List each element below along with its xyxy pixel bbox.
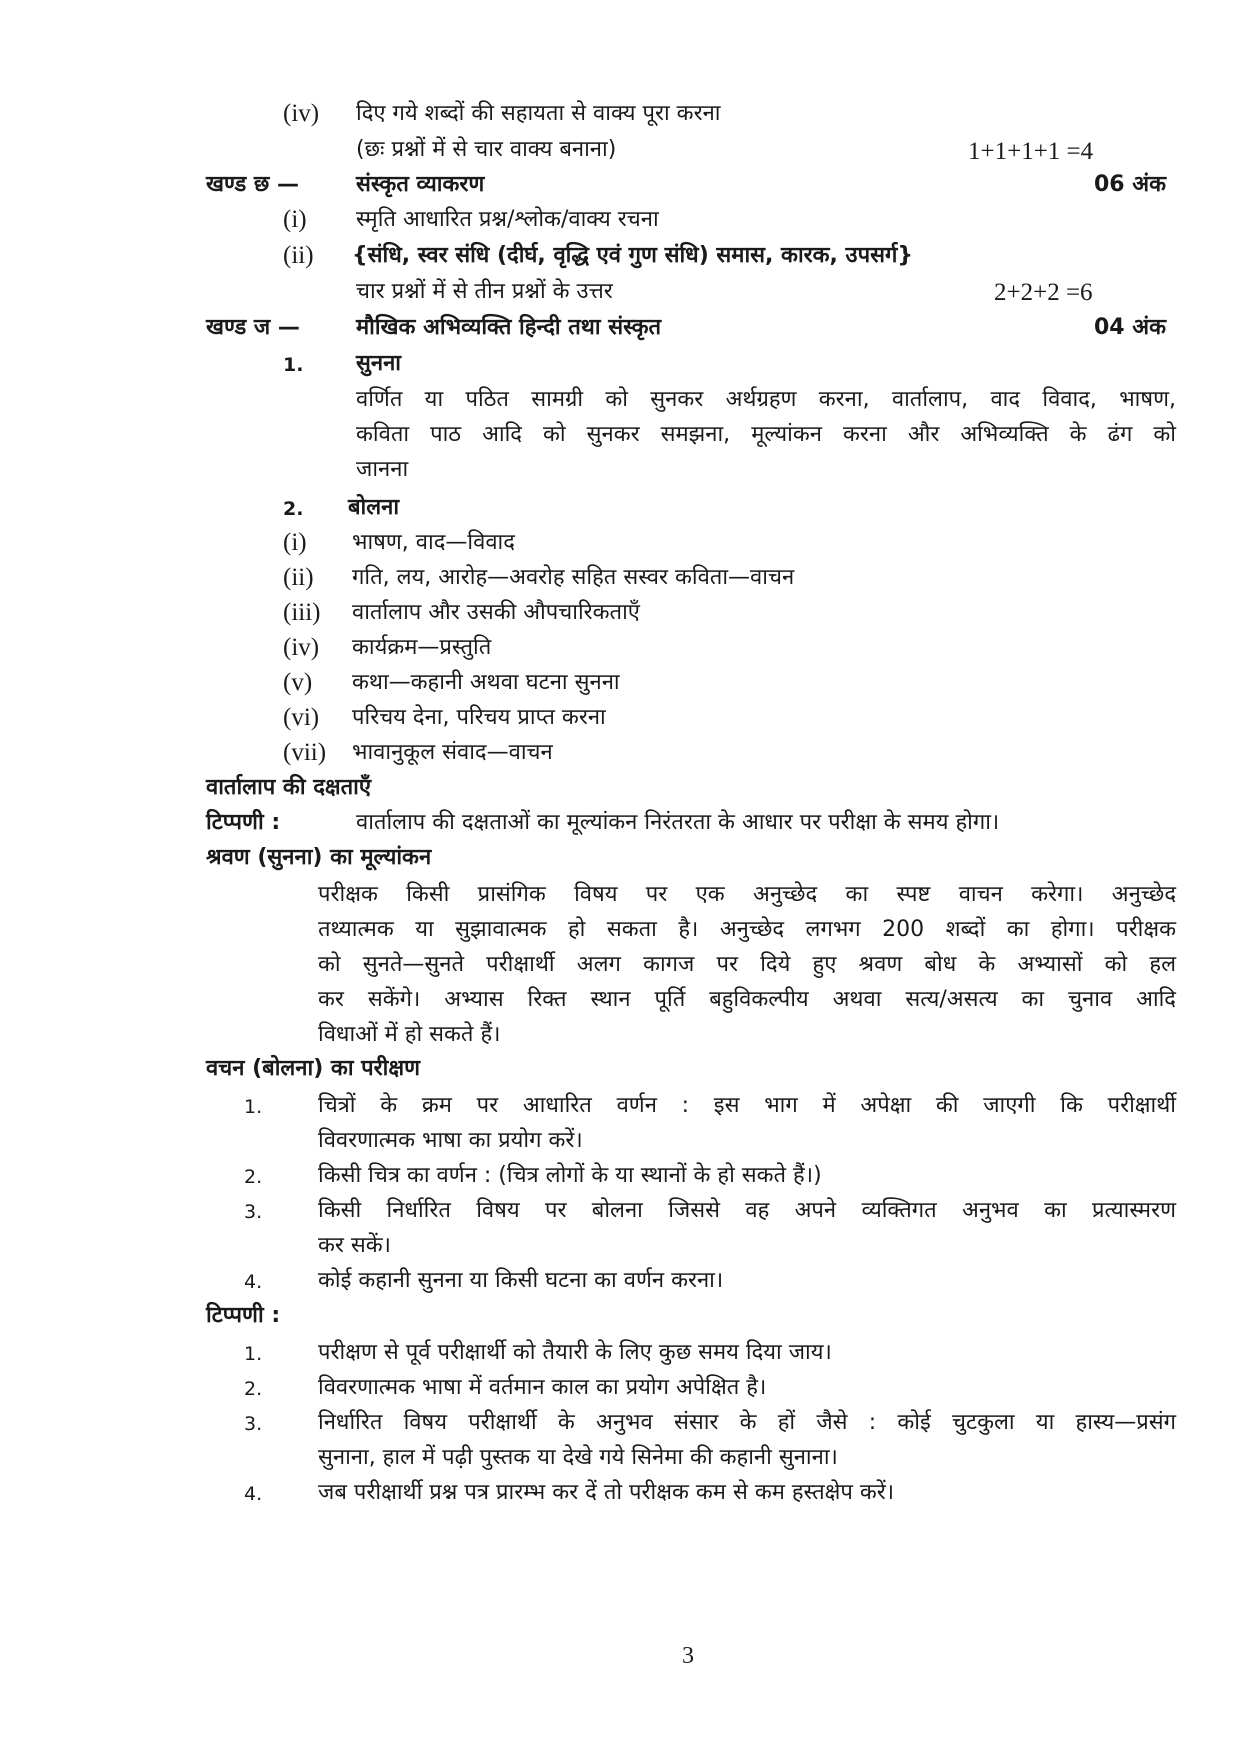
listening-eval-line-3: को सुनते—सुनते परीक्षार्थी अलग कागज पर दिये हुए श्रवण बोध के अभ्यासों को हल [318,952,1176,977]
speaking-test-heading: वचन (बोलना) का परीक्षण [206,1056,421,1081]
skills-note-text: वार्तालाप की दक्षताओं का मूल्यांकन निरंतरता के आधार पर परीक्षा के समय होगा। [356,810,1000,835]
listening-eval-line-1: परीक्षक किसी प्रासंगिक विषय पर एक अनुच्छेद का स्पष्ट वाचन करेगा। अनुच्छेद [318,882,1176,907]
note-item-line: विवरणात्मक भाषा में वर्तमान काल का प्रयोग अपेक्षित है। [318,1375,767,1400]
note-item-line: जब परीक्षार्थी प्रश्न पत्र प्रारम्भ कर दें तो परीक्षक कम से कम हस्तक्षेप करें। [318,1480,895,1505]
item-iv-number: (iv) [283,100,320,127]
speaking-test-item-line: विवरणात्मक भाषा का प्रयोग करें। [318,1128,583,1153]
speaking-item-number: (vii) [283,739,327,766]
speaking-number: 2. [283,498,304,520]
speaking-test-item-line: कोई कहानी सुनना या किसी घटना का वर्णन करना। [318,1268,724,1293]
section-chh-item-ii-text: {संधि, स्वर संधि (दीर्घ, वृद्धि एवं गुण संधि) समास, कारक, उपसर्ग} [352,243,914,268]
speaking-test-item-line: चित्रों के क्रम पर आधारित वर्णन : इस भाग में अपेक्षा की जाएगी कि परीक्षार्थी [318,1093,1176,1118]
section-chh-subtext: चार प्रश्नों में से तीन प्रश्नों के उत्तर [356,279,613,304]
listening-number: 1. [283,354,304,376]
speaking-item-text: कथा—कहानी अथवा घटना सुनना [352,670,620,695]
skills-note-label: टिप्पणी : [206,810,281,835]
section-chh-title: संस्कृत व्याकरण [356,172,485,197]
speaking-item-text: परिचय देना, परिचय प्राप्त करना [352,705,606,730]
speaking-item-number: (iv) [283,634,320,661]
note-item-line: निर्धारित विषय परीक्षार्थी के अनुभव संसार के हों जैसे : कोई चुटकुला या हास्य—प्रसंग [318,1410,1176,1435]
note-item-number: 3. [244,1413,263,1435]
section-chh-label: खण्ड छ — [206,172,299,197]
speaking-test-item-number: 4. [244,1271,263,1293]
speaking-item-text: वार्तालाप और उसकी औपचारिकताएँ [352,600,640,625]
speaking-test-item-line: किसी चित्र का वर्णन : (चित्र लोगों के या स्थानों के हो सकते हैं।) [318,1163,822,1188]
note-item-number: 1. [244,1343,263,1365]
speaking-item-number: (ii) [283,564,314,591]
listening-line-3: जानना [356,457,409,482]
speaking-item-number: (iii) [283,599,321,626]
speaking-test-item-number: 1. [244,1096,263,1118]
note-item-number: 2. [244,1378,263,1400]
section-chh-submarks: 2+2+2 =6 [994,279,1093,306]
skills-heading: वार्तालाप की दक्षताएँ [206,775,372,800]
speaking-item-number: (i) [283,529,307,556]
item-iv-marks: 1+1+1+1 =4 [968,138,1094,165]
listening-eval-heading: श्रवण (सुनना) का मूल्यांकन [206,845,432,870]
speaking-item-number: (v) [283,669,313,696]
speaking-test-item-number: 2. [244,1166,263,1188]
listening-line-2: कविता पाठ आदि को सुनकर समझना, मूल्यांकन करना और अभिव्यक्ति के ढंग को [356,422,1176,447]
item-iv-text: दिए गये शब्दों की सहायता से वाक्य पूरा करना [356,101,721,126]
speaking-item-text: भाषण, वाद—विवाद [352,530,515,555]
page-number: 3 [682,1643,694,1669]
listening-line-1: वर्णित या पठित सामग्री को सुनकर अर्थग्रहण करना, वार्तालाप, वाद विवाद, भाषण, [356,387,1176,412]
note-item-line: परीक्षण से पूर्व परीक्षार्थी को तैयारी के लिए कुछ समय दिया जाय। [318,1340,832,1365]
note-item-line: सुनाना, हाल में पढ़ी पुस्तक या देखे गये सिनेमा की कहानी सुनाना। [318,1445,838,1470]
listening-eval-line-2: तथ्यात्मक या सुझावात्मक हो सकता है। अनुच्छेद लगभग 200 शब्दों का होगा। परीक्षक [318,917,1176,942]
speaking-item-text: भावानुकूल संवाद—वाचन [352,740,553,765]
speaking-title: बोलना [348,495,400,520]
section-chh-marks: 06 अंक [1094,172,1166,197]
section-chh-item-ii-number: (ii) [283,242,314,269]
speaking-item-number: (vi) [283,704,320,731]
listening-title: सुनना [356,351,401,376]
speaking-test-item-line: कर सकें। [318,1233,391,1258]
section-chh-item-i-text: स्मृति आधारित प्रश्न/श्लोक/वाक्य रचना [356,207,659,232]
section-chh-item-i-number: (i) [283,206,307,233]
notes-heading: टिप्पणी : [206,1303,281,1328]
section-j-title: मौखिक अभिव्यक्ति हिन्दी तथा संस्कृत [356,315,662,340]
speaking-test-item-number: 3. [244,1201,263,1223]
speaking-item-text: कार्यक्रम—प्रस्तुति [352,635,492,660]
section-j-marks: 04 अंक [1094,315,1166,340]
item-iv-subtext: (छः प्रश्नों में से चार वाक्य बनाना) [356,137,617,162]
speaking-item-text: गति, लय, आरोह—अवरोह सहित सस्वर कविता—वाचन [352,565,795,590]
speaking-test-item-line: किसी निर्धारित विषय पर बोलना जिससे वह अपने व्यक्तिगत अनुभव का प्रत्यास्मरण [318,1198,1176,1223]
note-item-number: 4. [244,1483,263,1505]
listening-eval-line-5: विधाओं में हो सकते हैं। [318,1022,501,1047]
section-j-label: खण्ड ज — [206,315,300,340]
listening-eval-line-4: कर सकेंगे। अभ्यास रिक्त स्थान पूर्ति बहुविकल्पीय अथवा सत्य/असत्य का चुनाव आदि [318,987,1176,1012]
